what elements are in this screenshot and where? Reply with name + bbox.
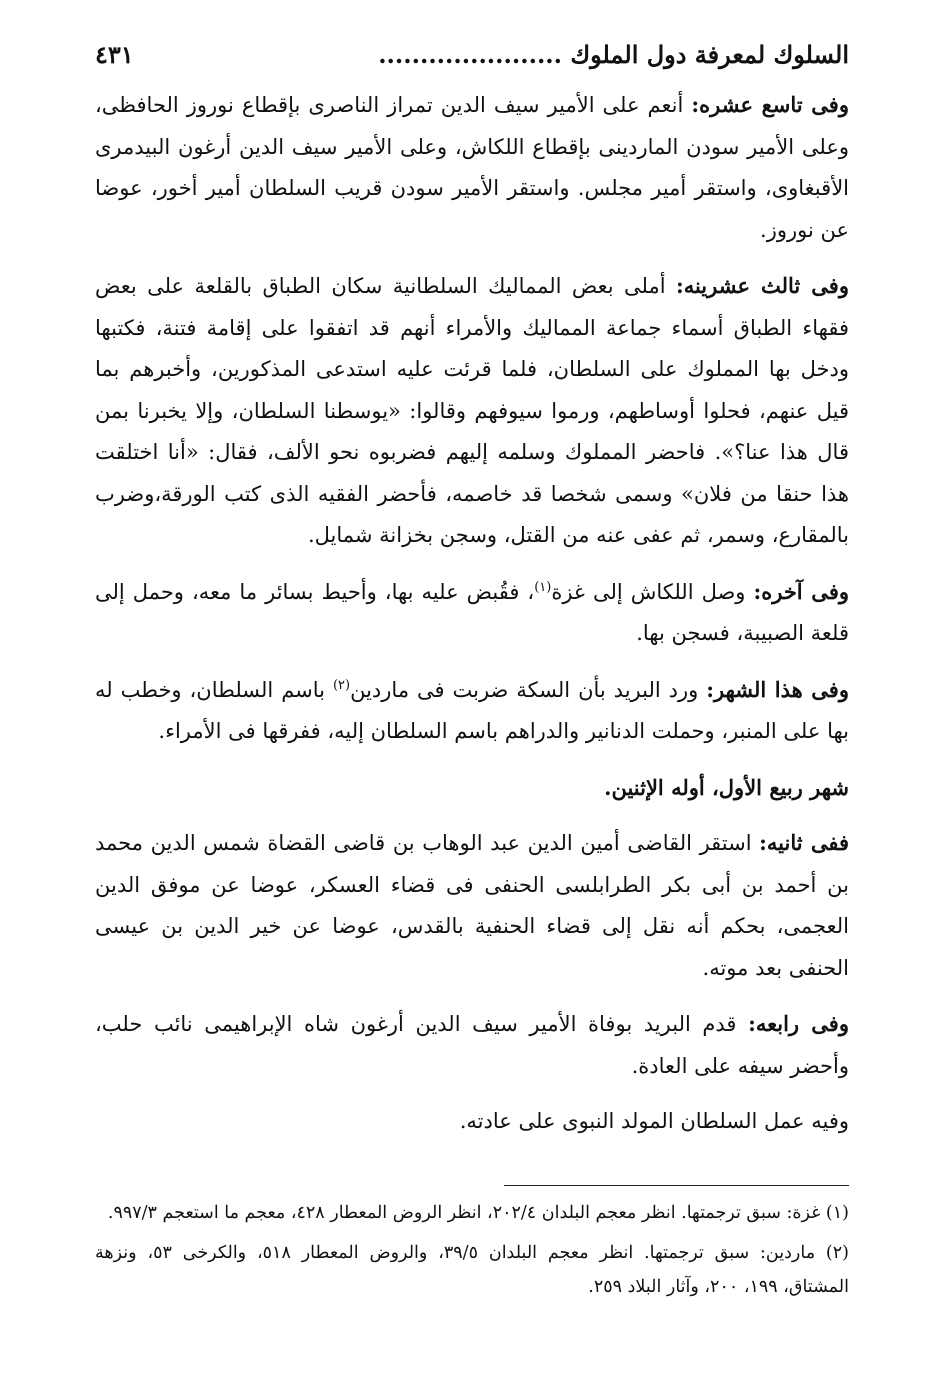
paragraph-text-cont: باسم السلطان، وخطب له بها على المنبر، وحملت الدنانير والدراهم باسم السلطان إليه، ففرقها فى الأمراء. [95, 677, 849, 743]
paragraph-text: استقر القاضى أمين الدين عبد الوهاب بن قاضى القضاة شمس الدين محمد بن أحمد بن أبى بكر الطرابلسى الحنفى فى قضاء العسكر، عوضا عن موفق الدين العجمى، بحكم أنه نقل إلى قضاء الحنفية بالقدس، عوضا عن خير الدين بن عيسى الحنفى بعد موته. [95, 831, 849, 980]
paragraph-text: ورد البريد بأن السكة ضربت فى ماردين [350, 677, 707, 702]
paragraph-text-cont: ، فقُبض عليه بها، وأحيط بسائر ما معه، وحمل إلى قلعة الصبيبة، فسجن بها. [95, 579, 849, 645]
header-title-group [378, 40, 849, 69]
paragraph-4 [95, 669, 849, 753]
paragraph-text: وفيه عمل السلطان المولد النبوى على عادته. [459, 1109, 849, 1133]
footnote-ref-1[interactable]: (١) [534, 579, 552, 595]
paragraph-lead: ففى ثانيه: [759, 830, 849, 855]
paragraph-lead: وفى رابعه: [748, 1011, 849, 1036]
footnote-1: (١) غزة: سبق ترجمتها. انظر معجم البلدان ٢٠٢/٤، انظر الروض المعطار ٤٢٨، معجم ما استعجم ٩٩٧/٣. [107, 1203, 849, 1223]
paragraph-text: أملى بعض المماليك السلطانية سكان الطباق بالقلعة على بعض فقهاء الطباق أسماء جماعة المماليك والأمراء أنهم قد اتفقوا على إقامة فتنة، فكتبها ودخل بها المملوك على السلطان، فلما قرئت عليه استدعى المذكورين، وأخبرهم بما قيل عنهم، فحلوا أوساطهم، ورموا سيوفهم وقالوا: «يوسطنا السلطان، وإلا يخبرنا بمن قال هذا عنا؟». فاحضر المملوك وسلمه إليهم فضربوه نحو الألف، فقال: «أنا اختلقت هذا حنقا من فلان» وسمى شخصا قد خاصمه، فأحضر الفقيه الذى كتب الورقة،وضرب بالمقارع، وسمر، ثم عفى عنه من القتل، وسجن بخزانة شمايل. [95, 274, 849, 547]
paragraph-text: وصل اللكاش إلى غزة [551, 579, 754, 604]
paragraph-text: أنعم على الأمير سيف الدين تمراز الناصرى بإقطاع نوروز الحافظى، وعلى الأمير سودن الماردينى بإقطاع اللكاش، وعلى الأمير سيف الدين أرغون البيدمرى الأقبغاوى، واستقر أمير مجلس. واستقر الأمير سودن قريب السلطان أمير أخور، عوضا عن نوروز. [95, 93, 849, 242]
paragraph-1 [95, 84, 849, 251]
paragraph-6 [95, 1003, 849, 1087]
paragraph-lead: وفى ثالث عشرينه: [675, 273, 849, 298]
main-text [95, 84, 849, 1157]
paragraph-text: قدم البريد بوفاة الأمير سيف الدين أرغون شاه الإبراهيمى نائب حلب، وأحضر سيفه على العادة. [95, 1012, 849, 1078]
month-heading: شهر ربيع الأول، أوله الإثنين. [604, 774, 849, 800]
paragraph-lead: وفى آخره: [753, 578, 849, 604]
header-title: السلوك لمعرفة دول الملوك [570, 40, 849, 69]
paragraph-7 [95, 1101, 849, 1143]
page-number: ٤٣١ [95, 40, 134, 69]
running-header [95, 40, 849, 80]
paragraph-2 [95, 265, 849, 557]
footnote-divider [504, 1185, 849, 1186]
footnote-2: (٢) ماردين: سبق ترجمتها. انظر معجم البلدان ٣٩/٥، والروض المعطار ٥١٨، والكرخى ٥٣، ونزهة المشتاق، ١٩٩، ٢٠٠، وآثار البلاد ٢٥٩. [95, 1243, 849, 1297]
header-leader-dots: ...................... [378, 40, 563, 69]
footnotes [95, 1196, 849, 1310]
paragraph-lead: وفى هذا الشهر: [706, 676, 849, 702]
paragraph-lead: وفى تاسع عشره: [691, 92, 849, 117]
footnote-ref-2[interactable]: (٢) [332, 677, 351, 693]
paragraph-5 [95, 822, 849, 989]
paragraph-3 [95, 571, 849, 655]
